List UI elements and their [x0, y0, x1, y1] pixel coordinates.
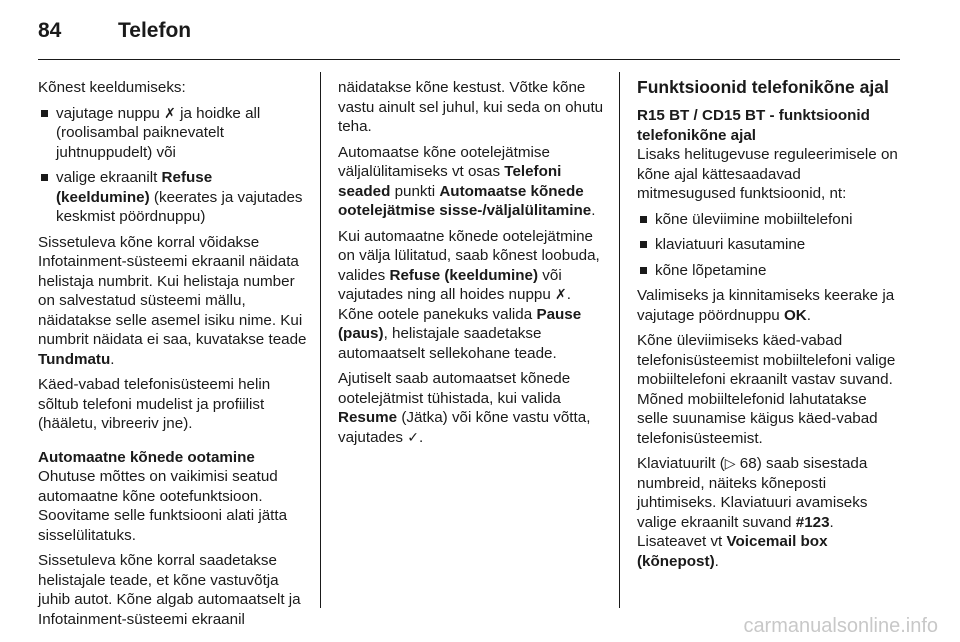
page-reference-icon: ▷	[724, 455, 736, 471]
paragraph: Klaviatuurilt (▷ 68) saab sisestada numbreid, näiteks kõneposti juhtimiseks. Klaviatuuri avamiseks valige ekraanilt suvand #123. Lisateavet vt Voicemail box (kõnepost).	[637, 455, 868, 570]
paragraph: Automaatse kõne ootelejätmise väljalülitamiseks vt osas Telefoni seaded punkti Automaatse kõnede ootelejätmise sisse-/väljalülitamine.	[338, 143, 596, 219]
hang-up-phone-icon: ✗	[555, 286, 567, 302]
paragraph: Kõne üleviimiseks käed-vabad telefonisüsteemist mobiiltelefoni valige mobiiltelefoni ekraanilt vastav suvand. Mõned mobiiltelefonid lahutatakse selle suunamise käigus käed-vabad telefonisüsteemist.	[637, 332, 896, 447]
header-rule	[38, 59, 900, 60]
bullet-list	[637, 210, 900, 281]
section-heading: Funktsioonid telefonikõne ajal	[637, 77, 889, 97]
hang-up-phone-icon: ✗	[164, 104, 176, 121]
column-middle	[338, 78, 606, 453]
footer-watermark: carmanualsonline.info	[743, 615, 938, 637]
paragraph: Käed-vabad telefonisüsteemi helin sõltub telefoni mudelist ja profiilist (hääletu, vibreeriv jne).	[38, 376, 271, 432]
answer-phone-icon: ✓	[407, 428, 419, 445]
subsection-heading: R15 BT / CD15 BT - funktsioonid telefonikõne ajal	[637, 107, 870, 144]
paragraph: Kui automaatne kõnede ootelejätmine on välja lülitatud, saab kõnest loobuda, valides Refuse (keeldumine) või vajutades ning all hoides nuppu ✗. Kõne ootele panekuks valida Pause (paus), helistajale saadetakse automaatselt sellekohane teade.	[338, 227, 600, 362]
paragraph: näidatakse kõne kestust. Võtke kõne vastu ainult sel juhul, kui seda on ohutu teha.	[338, 79, 604, 135]
column-divider-left	[320, 72, 321, 608]
list-item: kõne üleviimine mobiiltelefoni	[637, 210, 900, 230]
column-divider-right	[619, 72, 620, 608]
column-right	[637, 76, 900, 577]
list-item: klaviatuuri kasutamine	[637, 235, 900, 255]
list-item: valige ekraanilt Refuse (keeldumine) (keerates ja vajutades keskmist pöördnuppu)	[38, 168, 310, 227]
bullet-list	[38, 104, 310, 227]
page-title: Telefon	[118, 19, 192, 42]
list-item: vajutage nuppu ✗ ja hoidke all (roolisambal paiknevatelt juhtnuppudelt) või	[38, 104, 310, 163]
paragraph: Sissetuleva kõne korral võidakse Infotainment-süsteemi ekraanil näidata helistaja numbrit. Kui helistaja number on salvestatud süsteemi mällu, näidatakse selle asemel isiku nime. Kui numbrit näidata ei saa, kuvatakse teade Tundmatu.	[38, 233, 307, 368]
paragraph: Ajutiselt saab automaatset kõnede ootelejätmist tühistada, kui valida Resume (Jätka) või kõne vastu võtta, vajutades ✓.	[338, 370, 591, 446]
paragraph: Kõnest keeldumiseks:	[38, 79, 186, 96]
list-item: kõne lõpetamine	[637, 261, 900, 281]
paragraph: Valimiseks ja kinnitamiseks keerake ja vajutage pöördnuppu OK.	[637, 287, 895, 324]
page-number: 84	[38, 19, 62, 42]
paragraph: Ohutuse mõttes on vaikimisi seatud automaatne kõne ootefunktsioon. Soovitame selle funktsiooni alati jätta sisselülitatuks.	[38, 468, 288, 544]
paragraph: Sissetuleva kõne korral saadetakse helistajale teade, et kõne vastuvõtja juhib autot. Kõne algab automaatselt ja Infotainment-süsteemi ekraanil	[38, 552, 301, 628]
paragraph: Lisaks helitugevuse reguleerimisele on kõne ajal kättesaadavad mitmesugused funktsioonid, nt:	[637, 146, 898, 202]
column-left	[38, 78, 310, 635]
section-heading: Automaatne kõnede ootamine	[38, 448, 255, 466]
